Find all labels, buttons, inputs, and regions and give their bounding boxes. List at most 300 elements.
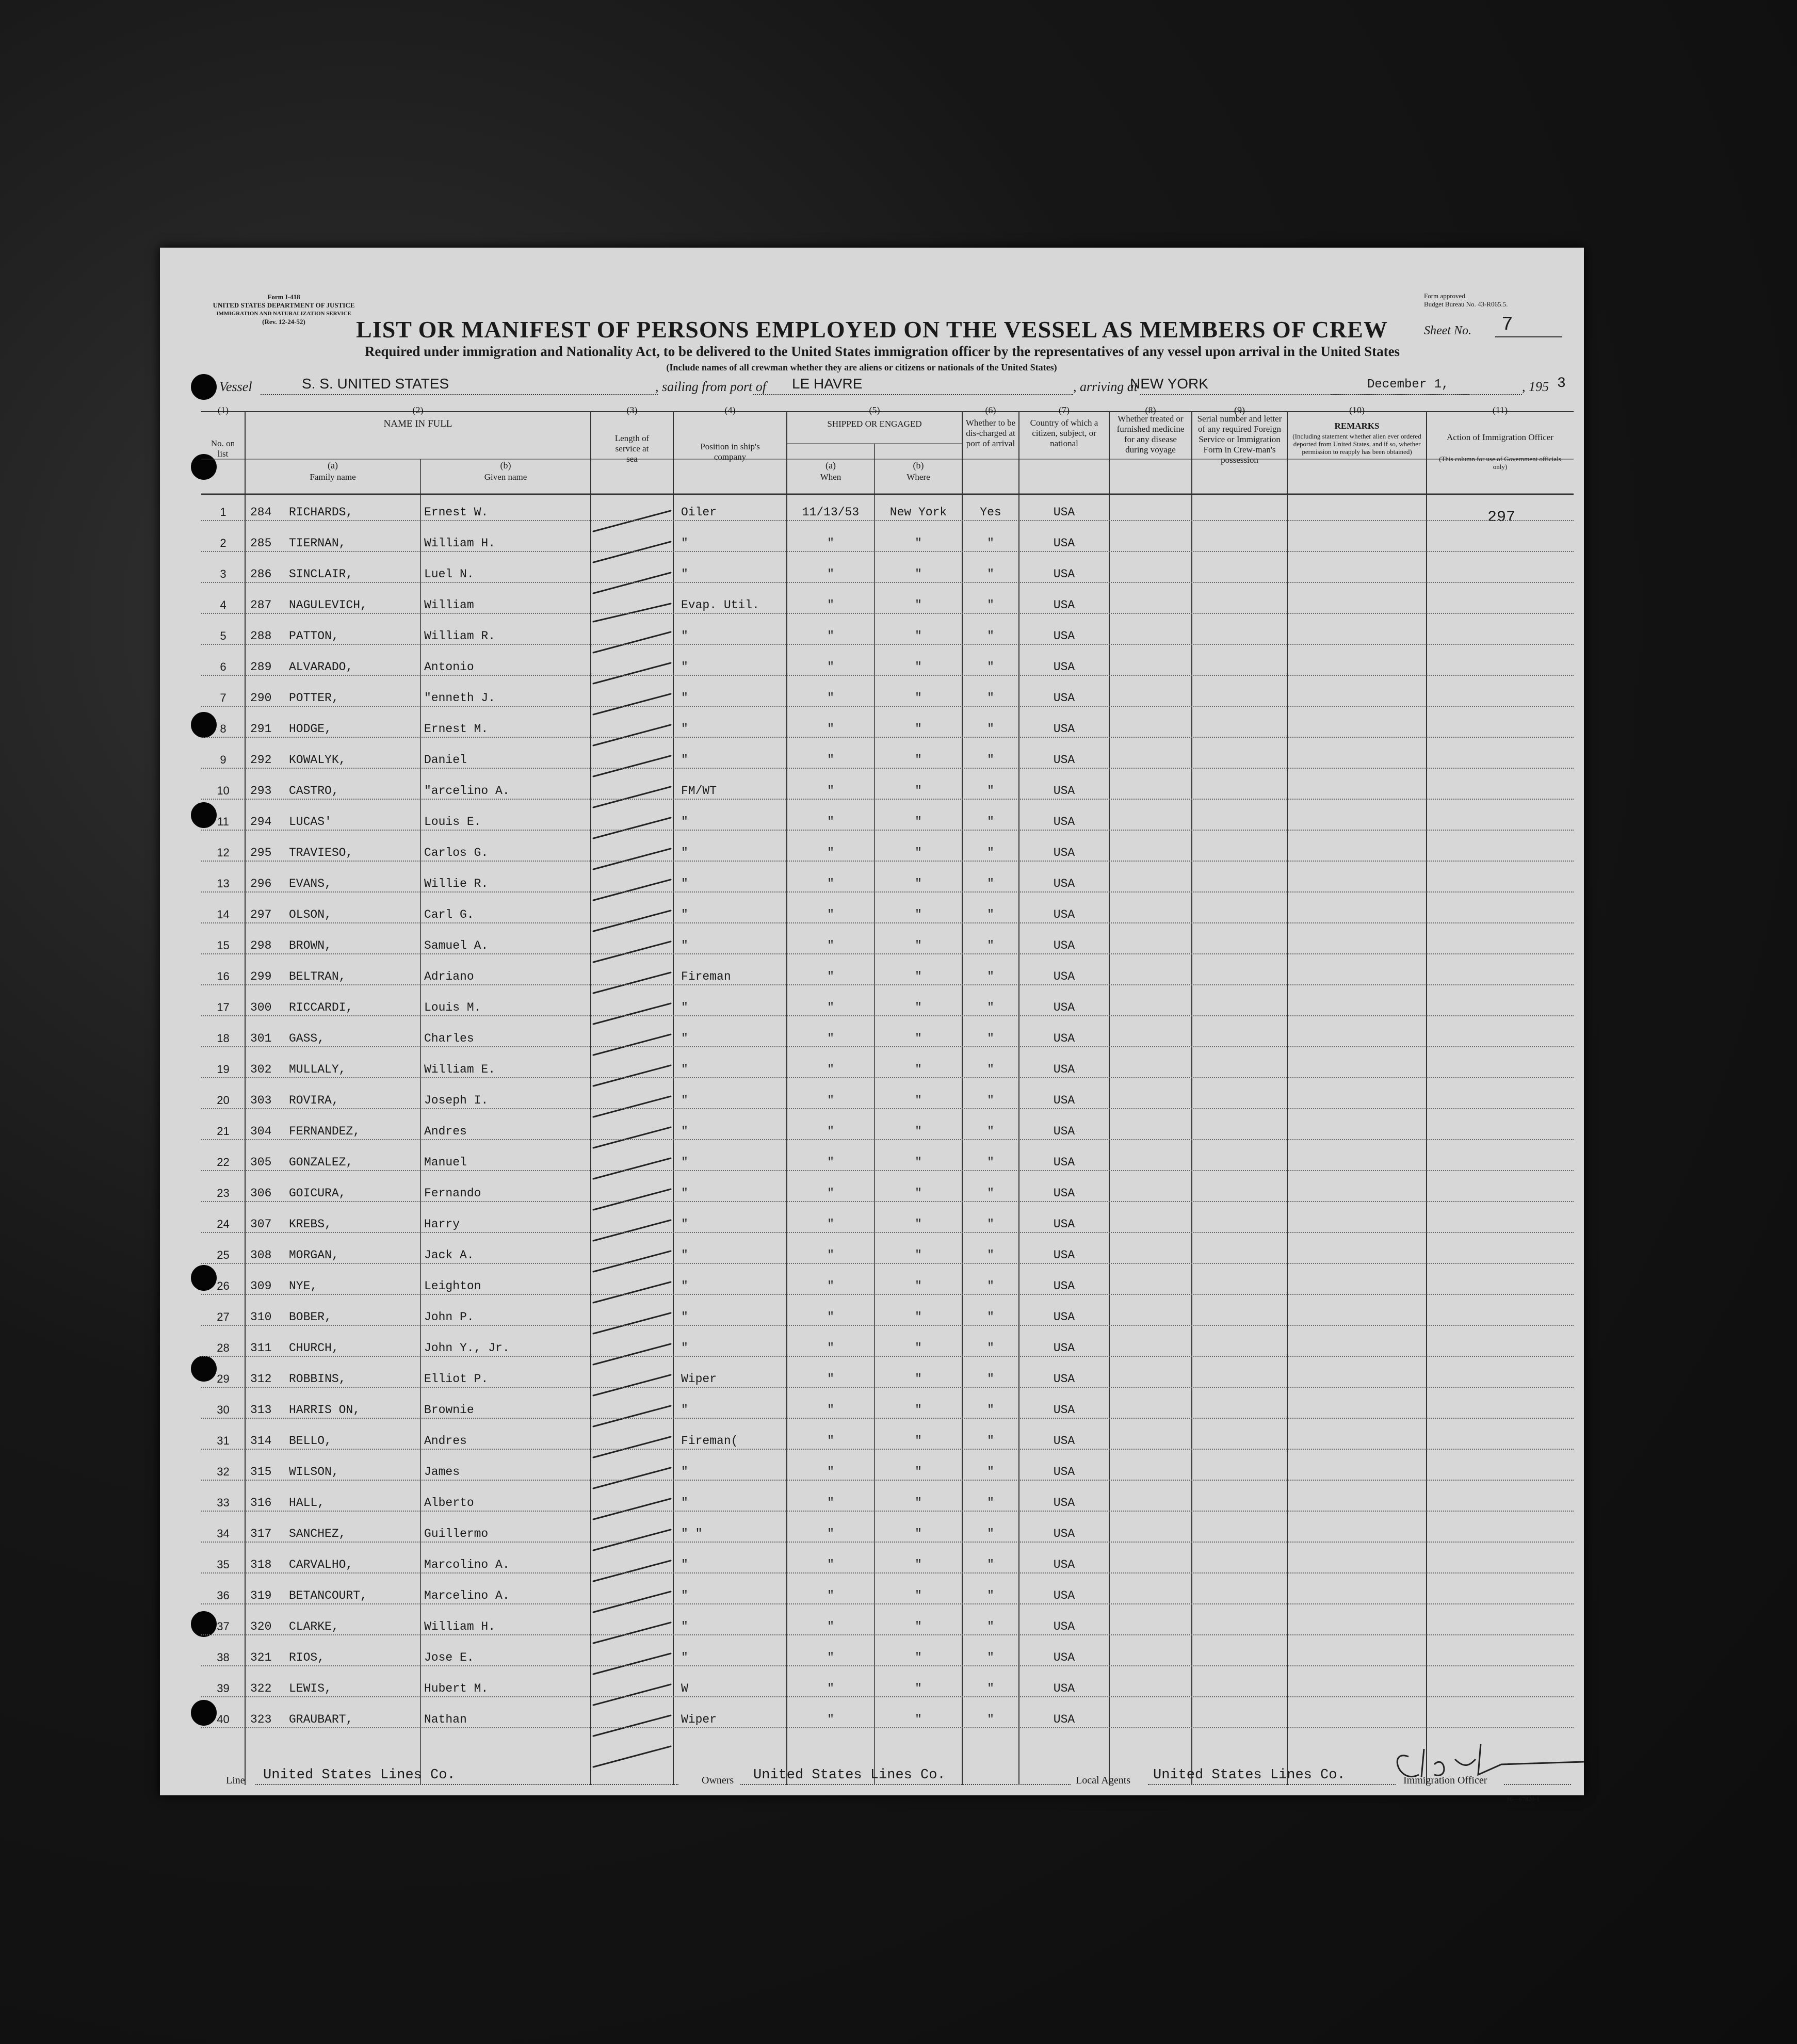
serial-number: 310: [250, 1310, 272, 1324]
col-1-number: (1): [218, 405, 229, 415]
table-row: [160, 495, 1584, 526]
given-name: William R.: [424, 629, 496, 643]
shipped-when: ": [827, 629, 834, 643]
line-number: 29: [217, 1372, 230, 1385]
discharged: ": [987, 722, 994, 736]
line-number: 1: [220, 506, 226, 518]
line-number: 23: [217, 1187, 230, 1199]
given-name: William E.: [424, 1063, 496, 1076]
shipped-where: ": [915, 1094, 922, 1107]
discharged: ": [987, 567, 994, 581]
serial-number: 311: [250, 1341, 272, 1355]
row-rule: [201, 613, 1574, 614]
table-row: [160, 1300, 1584, 1331]
serial-number: 300: [250, 1001, 272, 1014]
given-name: Harry: [424, 1218, 460, 1231]
serial-number: 316: [250, 1496, 272, 1510]
position: ": [681, 1310, 688, 1324]
shipped-when: ": [827, 660, 834, 674]
line-number: 18: [217, 1032, 230, 1045]
col-2b-number: (b): [500, 460, 511, 471]
shipped-where: ": [915, 567, 922, 581]
serial-number: 312: [250, 1372, 272, 1386]
shipped-when: ": [827, 1063, 834, 1076]
discharged: ": [987, 660, 994, 674]
serial-number: 306: [250, 1187, 272, 1200]
given-name: William: [424, 598, 474, 612]
shipped-where: ": [915, 1403, 922, 1417]
local-agents-line: [1148, 1784, 1396, 1785]
serial-number: 314: [250, 1434, 272, 1448]
family-name: KREBS,: [289, 1218, 332, 1231]
line-number: 25: [217, 1248, 230, 1261]
line-label: Line: [226, 1775, 245, 1786]
col-6-number: (6): [985, 405, 996, 415]
position: ": [681, 1094, 688, 1107]
shipped-when: ": [827, 1310, 834, 1324]
immigration-officer-line: [1504, 1784, 1571, 1785]
port-line: [753, 394, 1073, 395]
shipped-when: ": [827, 1651, 834, 1664]
given-name: John Y., Jr.: [424, 1341, 510, 1355]
position: Evap. Util.: [681, 598, 759, 612]
shipped-when: ": [827, 1125, 834, 1138]
given-name: Elliot P.: [424, 1372, 489, 1386]
table-row: [160, 1145, 1584, 1176]
discharged: ": [987, 753, 994, 767]
given-name: Marcelino A.: [424, 1589, 510, 1602]
shipped-where: ": [915, 1187, 922, 1200]
shipped-when: ": [827, 1558, 834, 1571]
budget-approval: [1424, 292, 1508, 309]
country: USA: [1053, 784, 1075, 798]
shipped-when: ": [827, 815, 834, 829]
row-rule: [201, 1727, 1574, 1728]
shipped-where: ": [915, 970, 922, 983]
shipped-where: ": [915, 1589, 922, 1602]
col-8-header: Whether treated or furnished medicine for any disease during voyage: [1116, 414, 1185, 455]
include-note: (Include names of all crewman whether they are aliens or citizens or nationals of the United States): [666, 362, 1057, 372]
shipped-when: ": [827, 1496, 834, 1510]
form-revision: (Rev. 12-24-52): [262, 318, 305, 326]
serial-number: 317: [250, 1527, 272, 1540]
position: ": [681, 1465, 688, 1479]
family-name: RICCARDI,: [289, 1001, 353, 1014]
country: USA: [1053, 1403, 1075, 1417]
discharged: ": [987, 1063, 994, 1076]
shipped-when: ": [827, 1434, 834, 1448]
given-name: Andres: [424, 1434, 467, 1448]
shipped-where: ": [915, 1001, 922, 1014]
shipped-where: ": [915, 1713, 922, 1726]
shipped-where: ": [915, 877, 922, 890]
line-number: 22: [217, 1156, 230, 1169]
table-row: [160, 929, 1584, 960]
table-row: [160, 1052, 1584, 1083]
line-number: 15: [217, 939, 230, 952]
line-number: 36: [217, 1589, 230, 1602]
given-name: John P.: [424, 1310, 474, 1324]
position: ": [681, 908, 688, 921]
discharged: ": [987, 1651, 994, 1664]
discharged: ": [987, 1094, 994, 1107]
serial-number: 290: [250, 691, 272, 705]
position: ": [681, 753, 688, 767]
shipped-when: ": [827, 691, 834, 705]
position: ": [681, 1187, 688, 1200]
shipped-where: ": [915, 815, 922, 829]
position: ": [681, 1156, 688, 1169]
position: Fireman: [681, 970, 731, 983]
serial-number: 322: [250, 1682, 272, 1695]
position: ": [681, 877, 688, 890]
country: USA: [1053, 691, 1075, 705]
discharged: ": [987, 1001, 994, 1014]
discharged: ": [987, 1156, 994, 1169]
position: ": [681, 1589, 688, 1602]
serial-number: 309: [250, 1279, 272, 1293]
given-name: Louis M.: [424, 1001, 481, 1014]
shipped-when: ": [827, 908, 834, 921]
service-name: IMMIGRATION AND NATURALIZATION SERVICE: [216, 311, 351, 317]
row-rule: [201, 1511, 1574, 1512]
table-row: [160, 1331, 1584, 1362]
row-rule: [201, 1170, 1574, 1171]
position: Fireman(: [681, 1434, 738, 1448]
row-rule: [201, 953, 1574, 954]
col-11-number: (11): [1492, 405, 1508, 415]
row-rule: [201, 1325, 1574, 1326]
table-row: [160, 1702, 1584, 1733]
serial-number: 297: [250, 908, 272, 921]
discharged: ": [987, 537, 994, 550]
shipped-where: ": [915, 1558, 922, 1571]
row-rule: [201, 520, 1574, 521]
discharged: ": [987, 1465, 994, 1479]
line-number: 4: [220, 598, 226, 611]
punch-hole: [191, 374, 217, 400]
col-1-header: No. on list: [211, 439, 235, 459]
vessel-line: [261, 394, 658, 395]
discharged: Yes: [980, 506, 1001, 519]
country: USA: [1053, 970, 1075, 983]
col-7-number: (7): [1059, 405, 1070, 415]
col-2b-header: Given name: [484, 472, 527, 482]
family-name: HARRIS ON,: [289, 1403, 361, 1417]
shipped-where: ": [915, 1372, 922, 1386]
country: USA: [1053, 1651, 1075, 1664]
shipped-when: ": [827, 939, 834, 952]
row-rule: [201, 1542, 1574, 1543]
line-number: 30: [217, 1403, 230, 1416]
row-rule: [201, 1077, 1574, 1078]
serial-number: 291: [250, 722, 272, 736]
table-row: [160, 1176, 1584, 1207]
given-name: Charles: [424, 1032, 474, 1045]
serial-number: 298: [250, 939, 272, 952]
owners-label: Owners: [702, 1775, 734, 1786]
row-rule: [201, 1418, 1574, 1419]
row-rule: [201, 1201, 1574, 1202]
line-number: 35: [217, 1558, 230, 1571]
country: USA: [1053, 1125, 1075, 1138]
serial-number: 305: [250, 1156, 272, 1169]
row-rule: [201, 1294, 1574, 1295]
country: USA: [1053, 1682, 1075, 1695]
line-number: 19: [217, 1063, 230, 1076]
serial-number: 308: [250, 1248, 272, 1262]
position: W: [681, 1682, 688, 1695]
line-number: 2: [220, 537, 226, 549]
shipped-when: ": [827, 537, 834, 550]
sailing-label: , sailing from port of: [655, 379, 767, 394]
immigration-officer-label: Immigration Officer: [1403, 1775, 1487, 1786]
line-number: 33: [217, 1496, 230, 1509]
row-rule: [201, 1139, 1574, 1140]
line-number: 10: [217, 784, 230, 797]
table-row: [160, 1269, 1584, 1300]
family-name: PATTON,: [289, 629, 339, 643]
table-row: [160, 1424, 1584, 1455]
row-rule: [201, 644, 1574, 645]
family-name: LUCAS': [289, 815, 332, 829]
table-row: [160, 588, 1584, 619]
shipped-where: ": [915, 1527, 922, 1540]
given-name: Alberto: [424, 1496, 474, 1510]
given-name: Nathan: [424, 1713, 467, 1726]
position: ": [681, 1620, 688, 1633]
family-name: CARVALHO,: [289, 1558, 353, 1571]
discharged: ": [987, 784, 994, 798]
position: ": [681, 1558, 688, 1571]
shipped-where: ": [915, 629, 922, 643]
table-row: [160, 1393, 1584, 1424]
shipped-when: ": [827, 1713, 834, 1726]
line-number: 6: [220, 660, 226, 673]
discharged: ": [987, 691, 994, 705]
col-2a-number: (a): [328, 460, 338, 471]
country: USA: [1053, 1341, 1075, 1355]
given-name: Jose E.: [424, 1651, 474, 1664]
given-name: Carl G.: [424, 908, 474, 921]
shipped-when: ": [827, 970, 834, 983]
serial-number: 293: [250, 784, 272, 798]
serial-number: 289: [250, 660, 272, 674]
row-rule: [201, 861, 1574, 862]
serial-number: 301: [250, 1032, 272, 1045]
sheet-number: 7: [1501, 314, 1513, 336]
position: ": [681, 1001, 688, 1014]
shipped-when: ": [827, 1589, 834, 1602]
print-code: 16—67820-1: [1507, 1795, 1540, 1803]
family-name: CLARKE,: [289, 1620, 339, 1633]
shipped-when: ": [827, 1248, 834, 1262]
arriving-label: , arriving at: [1073, 379, 1138, 394]
shipped-where: ": [915, 1063, 922, 1076]
shipped-where: ": [915, 1032, 922, 1045]
given-name: Luel N.: [424, 567, 474, 581]
crew-manifest-sheet: [160, 248, 1584, 1803]
family-name: HALL,: [289, 1496, 325, 1510]
country: USA: [1053, 506, 1075, 519]
family-name: RICHARDS,: [289, 506, 353, 519]
table-row: [160, 1207, 1584, 1238]
table-row: [160, 898, 1584, 929]
given-name: Samuel A.: [424, 939, 489, 952]
line-number: 40: [217, 1713, 230, 1726]
row-rule: [201, 675, 1574, 676]
discharged: ": [987, 1187, 994, 1200]
shipped-when: ": [827, 1465, 834, 1479]
shipped-where: ": [915, 1651, 922, 1664]
line-number: 24: [217, 1218, 230, 1230]
arrival-port: NEW YORK: [1130, 376, 1208, 392]
line-number: 9: [220, 753, 226, 766]
budget-bureau-number: Budget Bureau No. 43-R065.5.: [1424, 300, 1508, 308]
shipped-where: ": [915, 1310, 922, 1324]
line-number: 37: [217, 1620, 230, 1633]
position: ": [681, 537, 688, 550]
line-number: 16: [217, 970, 230, 983]
col-8-number: (8): [1145, 405, 1156, 415]
approval-line: Form approved.: [1424, 292, 1467, 300]
col-5a-number: (a): [825, 460, 836, 471]
shipped-where: ": [915, 1125, 922, 1138]
given-name: Manuel: [424, 1156, 467, 1169]
position: Oiler: [681, 506, 717, 519]
country: USA: [1053, 1218, 1075, 1231]
discharged: ": [987, 1589, 994, 1602]
shipped-when: ": [827, 784, 834, 798]
country: USA: [1053, 753, 1075, 767]
col-5b-number: (b): [913, 460, 924, 471]
shipped-where: ": [915, 784, 922, 798]
given-name: Ernest W.: [424, 506, 489, 519]
table-row: [160, 712, 1584, 743]
shipped-where: ": [915, 1218, 922, 1231]
serial-number: 319: [250, 1589, 272, 1602]
discharged: ": [987, 970, 994, 983]
family-name: POTTER,: [289, 691, 339, 705]
shipped-when: 11/13/53: [802, 506, 860, 519]
position: ": [681, 1063, 688, 1076]
discharged: ": [987, 1218, 994, 1231]
position: ": [681, 1496, 688, 1510]
col-2-number: (2): [412, 405, 424, 415]
position: ": [681, 1403, 688, 1417]
family-name: MORGAN,: [289, 1248, 339, 1262]
family-name: LEWIS,: [289, 1682, 332, 1695]
country: USA: [1053, 877, 1075, 890]
table-row: [160, 1641, 1584, 1672]
line-number: 27: [217, 1310, 230, 1323]
col-10-number: (10): [1349, 405, 1365, 415]
position: ": [681, 567, 688, 581]
table-row: [160, 650, 1584, 681]
country: USA: [1053, 1589, 1075, 1602]
table-row: [160, 1517, 1584, 1548]
col-9-header: Serial number and letter of any required Foreign Service or Immigration Form in Crew-man's possession: [1197, 414, 1282, 465]
row-rule: [201, 984, 1574, 985]
form-number: Form I-418: [267, 293, 300, 301]
country: USA: [1053, 846, 1075, 859]
position: ": [681, 722, 688, 736]
country: USA: [1053, 1713, 1075, 1726]
country: USA: [1053, 537, 1075, 550]
row-rule: [201, 891, 1574, 893]
discharged: ": [987, 1248, 994, 1262]
position: ": [681, 1651, 688, 1664]
position: ": [681, 1248, 688, 1262]
position: Wiper: [681, 1713, 717, 1726]
table-row: [160, 867, 1584, 898]
line-number: 20: [217, 1094, 230, 1107]
col-3-number: (3): [626, 405, 638, 415]
year-prefix: , 195: [1522, 379, 1549, 394]
table-row: [160, 805, 1584, 836]
departure-port: LE HAVRE: [792, 376, 863, 392]
serial-number: 294: [250, 815, 272, 829]
line-company: United States Lines Co.: [263, 1767, 456, 1783]
row-rule: [201, 1232, 1574, 1233]
table-row: [160, 557, 1584, 588]
line-number: 26: [217, 1279, 230, 1292]
position: ": [681, 629, 688, 643]
given-name: Brownie: [424, 1403, 474, 1417]
discharged: ": [987, 629, 994, 643]
table-row: [160, 1672, 1584, 1702]
family-name: FERNANDEZ,: [289, 1125, 361, 1138]
given-name: Adriano: [424, 970, 474, 983]
country: USA: [1053, 660, 1075, 674]
table-row: [160, 1610, 1584, 1641]
serial-number: 315: [250, 1465, 272, 1479]
row-rule: [201, 1108, 1574, 1109]
family-name: WILSON,: [289, 1465, 339, 1479]
line-number: 31: [217, 1434, 230, 1447]
position: ": [681, 815, 688, 829]
discharged: ": [987, 1341, 994, 1355]
given-name: "enneth J.: [424, 691, 496, 705]
country: USA: [1053, 1465, 1075, 1479]
given-name: Louis E.: [424, 815, 481, 829]
shipped-where: New York: [889, 506, 947, 519]
shipped-when: ": [827, 753, 834, 767]
family-name: NYE,: [289, 1279, 318, 1293]
family-name: NAGULEVICH,: [289, 598, 367, 612]
serial-number: 299: [250, 970, 272, 983]
family-name: BELLO,: [289, 1434, 332, 1448]
table-row: [160, 619, 1584, 650]
serial-number: 286: [250, 567, 272, 581]
table-row: [160, 991, 1584, 1021]
shipped-when: ": [827, 877, 834, 890]
table-row: [160, 1083, 1584, 1114]
shipped-where: ": [915, 846, 922, 859]
owners-company: United States Lines Co.: [753, 1767, 946, 1783]
col-9-number: (9): [1234, 405, 1245, 415]
table-row: [160, 1579, 1584, 1610]
row-rule: [201, 830, 1574, 831]
given-name: Leighton: [424, 1279, 481, 1293]
family-name: BOBER,: [289, 1310, 332, 1324]
serial-number: 313: [250, 1403, 272, 1417]
position: ": [681, 1218, 688, 1231]
family-name: BROWN,: [289, 939, 332, 952]
row-rule: [201, 1603, 1574, 1604]
shipped-when: ": [827, 1218, 834, 1231]
shipped-where: ": [915, 908, 922, 921]
